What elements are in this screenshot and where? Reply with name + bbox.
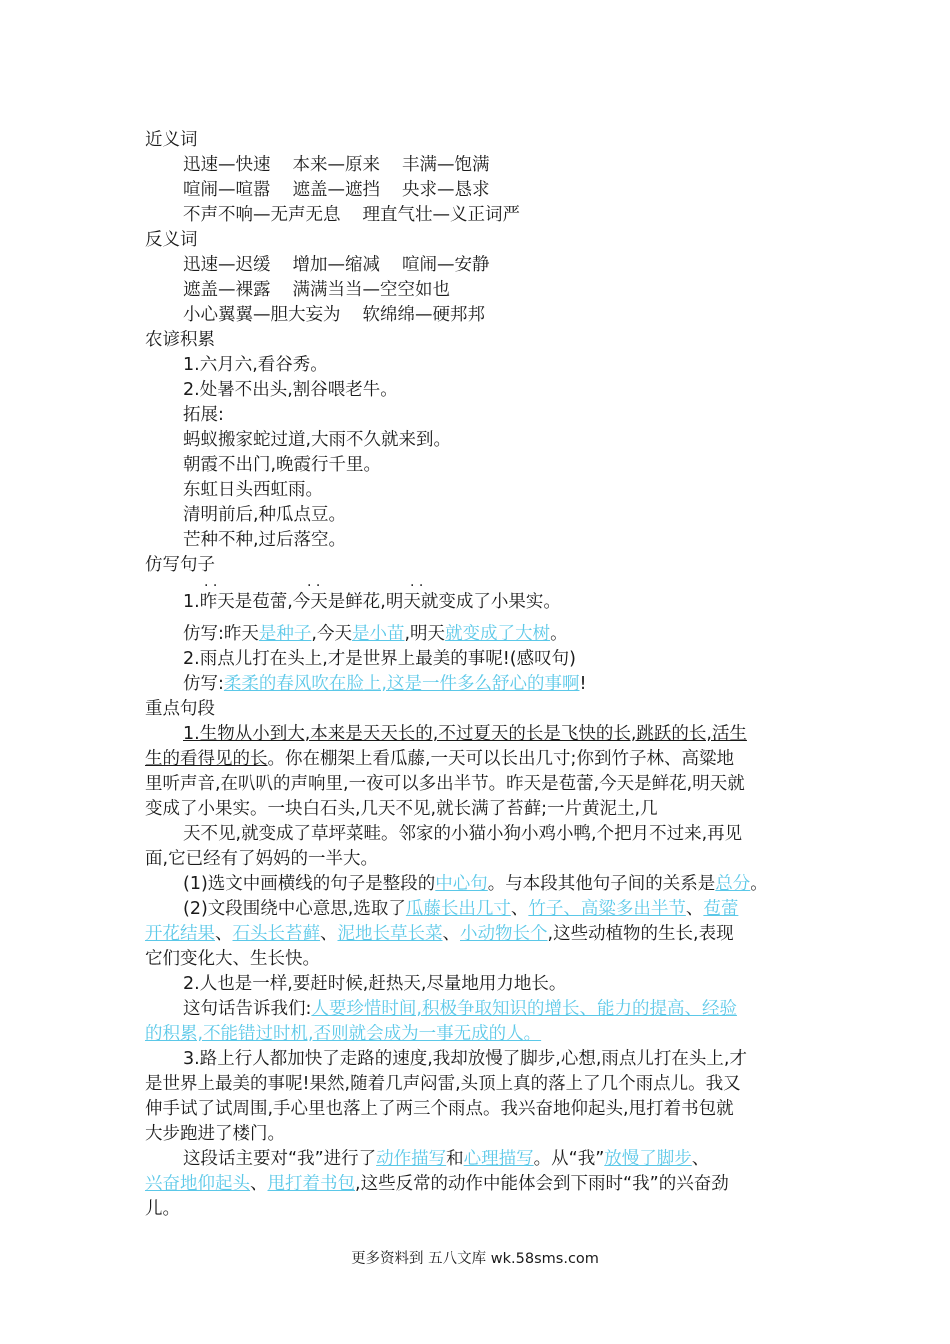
key-para-3-line-3: 伸手试了试周围,手心里也落上了两三个雨点。我兴奋地仰起头,甩打着书包就 xyxy=(145,1099,734,1119)
key-para-3-line-4: 大步跑进了楼门。 xyxy=(145,1124,285,1144)
antonyms-row-1: 迅速—迟缓 增加—缩减 喧闹—安静 xyxy=(183,255,490,275)
key-para-2: 2.人也是一样,要赶时候,赶热天,尽量地用力地长。 xyxy=(183,974,567,994)
imitate-answer-1: 仿写:昨天是种子,今天是小苗,明天就变成了大树。 xyxy=(183,624,568,644)
key-para-2-question-line-1: 这句话告诉我们:人要珍惜时间,积极争取知识的增长、能力的提高、经验 xyxy=(183,999,737,1019)
synonyms-row-3: 不声不响—无声无息 理直气壮—义正词严 xyxy=(183,205,520,225)
footer-link[interactable]: 更多资料到 五八文库 wk.58sms.com xyxy=(351,1251,599,1267)
key-para-3-line-2: 是世界上最美的事呢!果然,随着几声闷雷,头顶上真的落上了几个雨点儿。我又 xyxy=(145,1074,741,1094)
key-para-3-line-1: 3.路上行人都加快了走路的速度,我却放慢了脚步,心想,雨点儿打在头上,才 xyxy=(183,1049,747,1069)
antonyms-row-3: 小心翼翼—胆大妄为 软绵绵—硬邦邦 xyxy=(183,305,485,325)
proverbs-heading: 农谚积累 xyxy=(145,330,215,350)
proverb-ext-item: 东虹日头西虹雨。 xyxy=(183,480,323,500)
key-para-1-line-4: 变成了小果实。一块白石头,几天不见,就长满了苔藓;一片黄泥土,几 xyxy=(145,799,658,819)
imitate-sentence-2: 2.雨点儿打在头上,才是世界上最美的事呢!(感叹句) xyxy=(183,649,576,669)
antonyms-heading: 反义词 xyxy=(145,230,198,250)
imitate-answer-2: 仿写:柔柔的春风吹在脸上,这是一件多么舒心的事啊! xyxy=(183,674,587,694)
imitate-sentence-1: 1.昨天是苞蕾,今天是鲜花,明天就变成了小果实。 xyxy=(183,592,561,612)
key-heading: 重点句段 xyxy=(145,699,215,719)
key-para-1-line-1: 1.生物从小到大,本来是天天长的,不过夏天的长是飞快的长,跳跃的长,活生 xyxy=(183,724,747,744)
key-para-1-line-5: 天不见,就变成了草坪菜畦。邻家的小猫小狗小鸡小鸭,个把月不过来,再见 xyxy=(183,824,743,844)
proverb-item: 1.六月六,看谷秀。 xyxy=(183,355,328,375)
proverb-ext-item: 清明前后,种瓜点豆。 xyxy=(183,505,347,525)
proverb-item: 2.处暑不出头,割谷喂老牛。 xyxy=(183,380,398,400)
key-para-2-question-line-2: 的积累,不能错过时机,否则就会成为一事无成的人。 xyxy=(145,1024,542,1044)
key-para-3-question-line-2: 兴奋地仰起头、甩打着书包,这些反常的动作中能体会到下雨时“我”的兴奋劲 xyxy=(145,1174,729,1194)
question-2-line-1: (2)文段围绕中心意思,选取了瓜藤长出几寸、竹子、高粱多出半节、苞蕾 xyxy=(183,899,739,919)
key-para-1-line-2: 生的看得见的长。你在棚架上看瓜藤,一天可以长出几寸;你到竹子林、高粱地 xyxy=(145,749,734,769)
emphasis-dots: · · xyxy=(410,578,424,594)
proverb-ext-item: 朝霞不出门,晚霞行千里。 xyxy=(183,455,382,475)
key-para-1-line-3: 里听声音,在叭叭的声响里,一夜可以多出半节。昨天是苞蕾,今天是鲜花,明天就 xyxy=(145,774,745,794)
emphasis-dots: · · xyxy=(204,578,218,594)
synonyms-heading: 近义词 xyxy=(145,130,198,150)
emphasis-dots: · · xyxy=(307,578,321,594)
key-para-3-question-line-1: 这段话主要对“我”进行了动作描写和心理描写。从“我”放慢了脚步、 xyxy=(183,1149,710,1169)
question-2-line-2: 开花结果、石头长苔藓、泥地长草长菜、小动物长个,这些动植物的生长,表现 xyxy=(145,924,734,944)
proverbs-extension-label: 拓展: xyxy=(183,405,224,425)
antonyms-row-2: 遮盖—裸露 满满当当—空空如也 xyxy=(183,280,450,300)
proverb-ext-item: 蚂蚁搬家蛇过道,大雨不久就来到。 xyxy=(183,430,452,450)
question-1: (1)选文中画横线的句子是整段的中心句。与本段其他句子间的关系是总分。 xyxy=(183,874,768,894)
key-para-3-question-line-3: 儿。 xyxy=(145,1199,180,1219)
imitate-heading: 仿写句子 xyxy=(145,555,215,575)
synonyms-row-2: 喧闹—喧嚣 遮盖—遮挡 央求—恳求 xyxy=(183,180,490,200)
synonyms-row-1: 迅速—快速 本来—原来 丰满—饱满 xyxy=(183,155,490,175)
key-para-1-line-6: 面,它已经有了妈妈的一半大。 xyxy=(145,849,379,869)
proverb-ext-item: 芒种不种,过后落空。 xyxy=(183,530,347,550)
question-2-line-3: 它们变化大、生长快。 xyxy=(145,949,320,969)
